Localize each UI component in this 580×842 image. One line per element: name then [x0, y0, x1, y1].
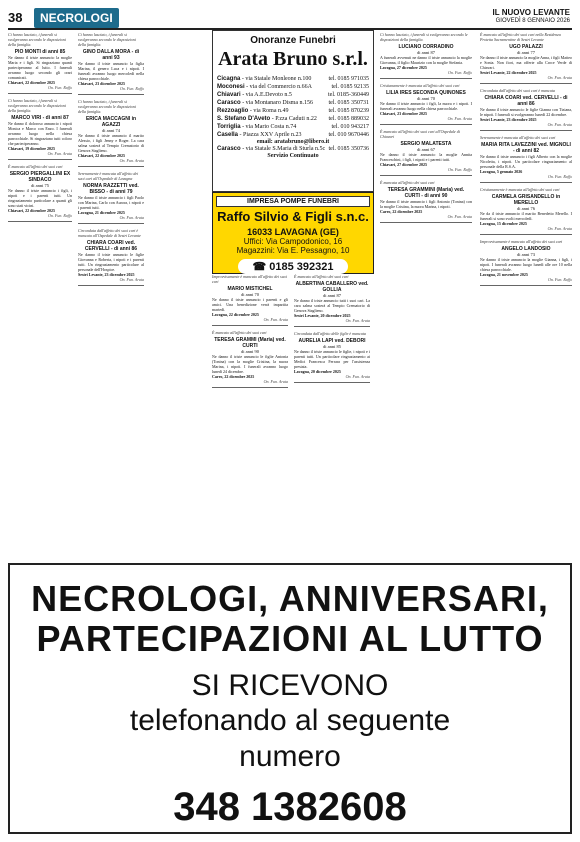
notice-body: Ne danno il triste annuncio la moglie Anna, i figli Matteo e Sonia. Non fiori, ma offerte alla Croce Verde di Chiavari.	[480, 55, 572, 70]
notice-body: Ne danno il triste annuncio la moglie Gianna, i figli, i nipoti. I funerali avranno luogo lunedì alle ore 10 nella chiesa parrocchiale.	[480, 257, 572, 272]
notice-agency: On. Fun. Arata	[263, 317, 288, 322]
necrologi-banner	[8, 563, 572, 834]
notice-age: di anni 85	[323, 344, 341, 349]
notice-agency: On. Fun. Arata	[547, 122, 572, 127]
ad-arata-city: Carasco	[217, 146, 241, 152]
column-2	[78, 32, 144, 290]
notice-intro: Ci hanno lasciato, i funerali si svolgeranno secondo le disposizioni della famiglia.	[380, 32, 468, 42]
notice-name: ANGELO LANDOSIO	[501, 246, 551, 252]
column-3	[212, 274, 288, 392]
notice-intro: Serenamente è mancata all'affetto dei suoi cari	[480, 135, 556, 140]
notice-place-date: Sestri Levante, 22 dicembre 2025	[480, 70, 537, 75]
column-1	[8, 32, 72, 226]
notice-divider	[480, 182, 572, 183]
notice-intro: È mancato all'affetto dei suoi cari all'Ospedale di Chiavari	[380, 129, 460, 139]
notice-body: Ne danno il triste annuncio tutti i suoi cari. La cara salma sosterà al Tempio Crematorio di Genova Staglieno.	[294, 298, 370, 313]
notice-name: AURELIA LAPI ved. DEBORI	[298, 338, 366, 344]
ad-arata-tel: tel. 0185 870239	[328, 108, 369, 114]
raffo-ad	[212, 192, 374, 274]
notice-place-date: Carro, 22 dicembre 2025	[380, 209, 423, 214]
ad-arata-tel: tel. 0185 350736	[328, 146, 369, 152]
notice-place-date: Chiavari, 22 dicembre 2025	[8, 80, 56, 85]
notice-agency: On. Fun. Raffo	[548, 277, 572, 282]
ad-arata-row	[213, 115, 373, 123]
notice-intro: È mancato all'affetto dei suoi cari nella Residenza Protetta Sacramentine di Sestri Levante	[480, 32, 561, 42]
notice-agency: On. Fun. Raffo	[548, 174, 572, 179]
notice-body: Ne danno il triste annuncio la moglie Annita Franceschini, i figli, i nipoti e i parenti tutti.	[380, 152, 472, 162]
ad-arata-tel: tel. 010 943217	[331, 124, 369, 130]
notice-intro: Cristianamente è mancata all'affetto dei suoi cari	[380, 83, 460, 88]
notice-body: Ne danno il triste annuncio la moglie Maria e i figli. Si ringraziano quanti parteciperanno al lutto. I funerali avranno luogo secondo gli orari comunicati.	[8, 55, 72, 80]
arata-bruno-ad	[212, 30, 374, 192]
notice-intro: Serenamente è mancata all'affetto dei suoi cari all'Ospedale di Lavagna	[78, 171, 139, 181]
notice-intro: Circondata dall'affetto delle figlie è mancata	[294, 331, 366, 336]
notice-name: CHIARA COARI ved. CERVELLI - di anni 86	[484, 95, 568, 107]
notice-place-date: Chiavari, 27 dicembre 2025	[380, 162, 428, 167]
notice-divider	[78, 285, 144, 286]
notice-age: di anni 70	[417, 96, 435, 101]
notice-intro: Circondata dall'affetto dei suoi cari è mancata	[480, 88, 555, 93]
notice-body: Ne da il triste annuncio il marito Benedetto Merello. I funerali si sono svolti mercoledì.	[480, 211, 572, 221]
notice-divider	[294, 382, 370, 383]
notice-name: LILIA IRES SECONDA QUINONES	[386, 90, 466, 96]
notice-name: ALBERTINA CABALLERO ved. GOLLIA	[295, 281, 369, 293]
notice-name: ERICA MACCAGNI in AGAZZI	[85, 116, 137, 128]
banner-phone: 348 1382608	[173, 785, 407, 829]
notice-intro: Ci hanno lasciato, i funerali si svolgeranno secondo le disposizioni della famiglia.	[8, 98, 66, 113]
notice-divider	[380, 78, 472, 79]
obituary-notice	[480, 88, 572, 131]
notice-place-date: Lavagna, 21 novembre 2025	[480, 272, 528, 277]
notice-divider	[212, 325, 288, 326]
notice-name: SERGIO PIERGALLINI EX SINDACO	[9, 171, 71, 183]
notice-place-date: Sestri Levante, 23 dicembre 2025	[480, 117, 537, 122]
ad-arata-city: Carasco	[217, 100, 241, 106]
notice-body: Ne danno il triste annuncio le figlie Gianna con Tiziana, le nipoti. I funerali si svolgeranno lunedì 22 dicembre.	[480, 107, 572, 117]
notice-agency: On. Fun. Arata	[119, 158, 144, 163]
notice-place-date: Chiavari, 23 dicembre 2025	[78, 81, 126, 86]
obituary-notice	[294, 331, 370, 383]
notice-divider	[480, 285, 572, 286]
notice-age: di anni 77	[517, 50, 535, 55]
notice-body: Ne danno il triste annuncio i figli Paolo con Marina, Carlo con Aurora, i nipoti e i parenti tutti.	[78, 195, 144, 210]
notice-place-date: Chiavari, 22 dicembre 2025	[8, 208, 56, 213]
notice-intro: Improvvisamente è mancato all'affetto dei suoi cari	[212, 274, 287, 284]
ad-arata-city: Cicagna	[217, 76, 241, 82]
ad-arata-addr: - Piazza XXV Aprile n.23	[239, 132, 302, 138]
notice-divider	[380, 175, 472, 176]
notice-body: Ne danno il triste annuncio il marito Alessio, i figli Jenny e Roger. La cara salma sosterà al Tempio Crematorio di Genova Staglieno.	[78, 133, 144, 153]
obituary-notice	[294, 274, 370, 327]
notice-divider	[212, 387, 288, 388]
notice-agency: On. Fun. Arata	[547, 75, 572, 80]
notice-intro: È mancato all'affetto dei suoi cari	[212, 330, 267, 335]
notice-age: di anni 73	[517, 252, 535, 257]
notice-age: di anni 76	[517, 206, 535, 211]
issue-date: GIOVEDÌ 8 GENNAIO 2026	[495, 18, 570, 24]
notice-age: di anni 87	[323, 293, 341, 298]
notice-name: GINO DALLA MORA - di anni 93	[82, 49, 140, 61]
notice-intro: È mancato all'affetto dei suoi cari	[8, 164, 63, 169]
notice-place-date: Lavagna, 22 dicembre 2025	[212, 312, 259, 317]
notice-body: Ne danno il triste annuncio i parenti e gli amici. Una benedizione verrà impartita martedì.	[212, 297, 288, 312]
obituary-notice	[480, 135, 572, 183]
notice-name: PIO MONTI di anni 85	[14, 49, 66, 55]
notice-age: di anni 74	[102, 128, 120, 133]
notice-body: Ne danno il triste annuncio i figli Alberto con la moglie Nicoletta, i nipoti. Un particolare ringraziamento al personale della R.S.A.	[480, 154, 572, 169]
notice-agency: On. Fun. Raffo	[120, 86, 144, 91]
notice-place-date: Lavagna, 20 dicembre 2025	[294, 369, 341, 374]
notice-agency: On. Fun. Raffo	[448, 167, 472, 172]
obituary-notice	[380, 32, 472, 79]
column-6	[480, 32, 572, 290]
notice-name: MARIA RITA LAVEZZINI ved. MIGNOLI - di anni 82	[481, 142, 571, 154]
ad-arata-city: Casella	[217, 132, 239, 138]
obituary-notice	[78, 99, 144, 167]
notice-name: CHIARA COARI ved. CERVELLI - di anni 86	[84, 240, 138, 252]
notice-agency: On. Fun. Raffo	[48, 85, 72, 90]
notice-agency: On. Fun. Arata	[345, 374, 370, 379]
ad-raffo-kicker: IMPRESA POMPE FUNEBRI	[216, 196, 370, 207]
ad-arata-addr: - via Statale Monleone n.100	[241, 76, 312, 82]
notice-name: TERESA GRAMMINI (Maria) ved. CURTI - di anni 90	[387, 187, 465, 199]
notice-place-date: Chiavari, 19 dicembre 2025	[8, 146, 56, 151]
ad-raffo-offices: Uffici: Via Campodonico, 16	[243, 237, 343, 246]
obituary-notice	[8, 164, 72, 222]
notice-body: Ne danno il triste annuncio le figlie Giovanna e Roberta, i nipoti e i parenti tutti. Un ringraziamento particolare al personale dell'Hospice.	[78, 252, 144, 272]
notice-age: di anni 87	[417, 50, 435, 55]
ad-arata-addr: - P.zza Caduti n.22	[271, 116, 317, 122]
banner-line-4: telefonando al seguente	[129, 704, 451, 737]
notice-agency: On. Fun. Raffo	[448, 70, 472, 75]
ad-arata-addr: - via Roma n.49	[249, 108, 289, 114]
notice-agency: On. Fun. Arata	[345, 318, 370, 323]
notice-place-date: Lavagna, 5 gennaio 2026	[480, 169, 523, 174]
ad-arata-tel: tel. 0185-360449	[328, 92, 369, 98]
ad-arata-row-carasco	[213, 145, 373, 153]
notice-intro: Ci hanno lasciato, i funerali si svolgeranno secondo le disposizioni della famiglia.	[8, 32, 66, 47]
ad-arata-subtitle: Onoranze Funebri	[250, 35, 336, 46]
notice-divider	[78, 166, 144, 167]
notice-intro: È mancato all'affetto dei suoi cari	[294, 274, 349, 279]
obituary-notice	[212, 330, 288, 388]
ad-arata-city: Chiavari	[217, 92, 241, 98]
notice-place-date: Lavagna, 27 dicembre 2025	[380, 65, 427, 70]
notice-divider	[78, 94, 144, 95]
ad-arata-service: Servizio Continuato	[267, 153, 319, 159]
obituary-notice	[8, 98, 72, 160]
ad-arata-tel: tel. 0185 92135	[331, 84, 369, 90]
obituary-notice	[8, 32, 72, 94]
notice-divider	[380, 124, 472, 125]
notice-agency: On. Fun. Arata	[47, 151, 72, 156]
notice-intro: Ci hanno lasciato, i funerali si svolgeranno secondo le disposizioni della famiglia.	[78, 99, 136, 114]
masthead	[493, 8, 571, 26]
notice-intro: È mancata all'affetto dei suoi cari	[380, 180, 435, 185]
section-label: NECROLOGI	[34, 8, 119, 28]
notice-name: MARCO VIRI - di anni 87	[11, 115, 69, 121]
notice-name: TERESA GRAMMI (Maria) ved. CURTI	[214, 337, 286, 349]
ad-arata-row	[213, 131, 373, 139]
ad-arata-row	[213, 107, 373, 115]
notice-name: MARIO MISTICHEL	[227, 286, 273, 292]
page-header	[8, 8, 572, 30]
obituary-notice	[380, 129, 472, 176]
obituary-notice	[380, 180, 472, 223]
ad-arata-addr: - via Statale S.Maria di Sturla n.5c	[242, 146, 326, 152]
obituary-notice	[480, 187, 572, 235]
ad-raffo-city: 16033 LAVAGNA (GE)	[247, 227, 339, 237]
notice-body: Ne danno il triste annuncio i figli, i nipoti e i parenti tutti. Un ringraziamento particolare a quanti gli sono stati vicini.	[8, 188, 72, 208]
notice-name: UGO PALAZZI	[509, 44, 543, 50]
notice-divider	[8, 93, 72, 94]
phone-icon: ☎	[252, 261, 270, 273]
notice-divider	[480, 130, 572, 131]
notice-intro: Ci hanno lasciato, i funerali si svolgeranno secondo le disposizioni della famiglia.	[78, 32, 136, 47]
notice-body: Ne danno il triste annuncio la figlia Marina, il genero Luca e i nipoti. I funerali avranno luogo mercoledì nella chiesa parrocchiale.	[78, 61, 144, 81]
notice-place-date: Sestri Levante, 20 dicembre 2025	[294, 313, 351, 318]
notice-agency: On. Fun. Arata	[447, 116, 472, 121]
banner-line-5: numero	[239, 740, 341, 773]
notice-divider	[480, 234, 572, 235]
ad-arata-addr: - via Montanaro Disma n.156	[242, 100, 314, 106]
ad-arata-city: Rezzoaglio	[217, 108, 249, 114]
notice-place-date: Lavagna, 21 dicembre 2025	[78, 210, 125, 215]
ad-arata-tel: tel. 0185 971035	[328, 76, 369, 82]
obituary-notice	[78, 171, 144, 224]
notice-place-date: Carro, 22 dicembre 2025	[212, 374, 255, 379]
notice-agency: On. Fun. Raffo	[48, 213, 72, 218]
ad-raffo-title: Raffo Silvio & Figli s.n.c.	[217, 209, 369, 224]
obituary-notice	[78, 32, 144, 95]
notice-divider	[380, 222, 472, 223]
ad-arata-tel: tel. 010 9670446	[328, 132, 369, 138]
obituary-notice	[78, 228, 144, 286]
obituary-notice	[212, 274, 288, 326]
ad-arata-city: Torriglia	[217, 124, 241, 130]
paper-name: IL NUOVO LEVANTE	[492, 8, 570, 17]
notice-intro: Circondata dall'affetto dei suoi cari è mancata all'Ospedale di Sestri Levante	[78, 228, 141, 238]
notice-body: Ne danno il doloroso annuncio i nipoti Monica e Marco con Enzo. I funerali avranno luogo nella chiesa parrocchiale. Si ringraziano tutti coloro che parteciperanno.	[8, 121, 72, 146]
obituary-notice	[480, 32, 572, 84]
notice-divider	[294, 326, 370, 327]
notice-body: Ne danno il triste annuncio le figlie Antonia (Tonina) con la moglie Cristina, la nuora Marina, i nipoti. I funerali avranno luogo lunedì 24 dicembre.	[212, 354, 288, 374]
column-5	[380, 32, 472, 227]
notice-age: di anni 70	[241, 292, 259, 297]
obituary-notice	[380, 83, 472, 125]
ad-arata-city: Moconesi	[217, 84, 245, 90]
notice-place-date: Chiavari, 22 dicembre 2025	[78, 153, 126, 158]
banner-line-3: SI RICEVONO	[191, 669, 389, 702]
notice-intro: Improvvisamente è mancato all'affetto dei suoi cari	[480, 239, 563, 244]
notice-place-date: Sestri Levante, 23 dicembre 2025	[78, 272, 135, 277]
ad-arata-city: S. Stefano D'Aveto	[217, 116, 271, 122]
notice-body: Ne danno il triste annuncio le figlie, i nipoti e i parenti tutti. Un particolare ringraziamento ai Medici Francesca Ferrara per l'assistenza prestata.	[294, 349, 370, 369]
notice-name: CARMELA GRISANDELLO in MERELLO	[491, 194, 561, 206]
notice-divider	[78, 223, 144, 224]
page-number: 38	[8, 10, 23, 25]
ad-raffo-phone-number: 0185 392321	[269, 261, 334, 273]
notice-age: di anni 90	[241, 349, 259, 354]
ad-arata-row	[213, 75, 373, 83]
ad-arata-tel: tel. 0185 350731	[328, 100, 369, 106]
ad-arata-row	[213, 99, 373, 107]
notice-name: LUCIANO CORRADINO	[398, 44, 454, 50]
notice-age: di anni 75	[31, 183, 49, 188]
notice-place-date: Lavagna, 15 dicembre 2025	[480, 221, 527, 226]
ad-arata-tel: tel. 0185 889032	[328, 116, 369, 122]
notice-agency: On. Fun. Arata	[263, 379, 288, 384]
ad-arata-addr: - via Mario Costa n.74	[242, 124, 297, 130]
banner-line-2: PARTECIPAZIONI AL LUTTO	[36, 618, 544, 659]
banner-line-1: NECROLOGI, ANNIVERSARI,	[31, 578, 549, 619]
notice-body: Ne danno il triste annuncio i figli Antonio (Tonina) con la moglie Cristina, la nuora Marina, i nipoti.	[380, 199, 472, 209]
ad-arata-row	[213, 123, 373, 131]
ad-arata-email: email: aratabruno@libero.it	[256, 139, 330, 145]
notice-agency: On. Fun. Arata	[447, 214, 472, 219]
notice-agency: On. Fun. Arata	[119, 277, 144, 282]
ad-raffo-phone	[238, 259, 348, 274]
notice-intro: Cristianamente è mancata all'affetto dei suoi cari	[480, 187, 560, 192]
notice-divider	[8, 159, 72, 160]
notice-body: A funerali avvenuti ne danno il triste annuncio la moglie Giovanna, il figlio Maurizio con la moglie Stefania.	[380, 55, 472, 65]
ad-arata-title: Arata Bruno s.r.l.	[218, 48, 368, 70]
notice-place-date: Chiavari, 23 dicembre 2025	[380, 111, 428, 116]
ad-arata-row	[213, 83, 373, 91]
notice-name: NORMA RAZZETTI ved. BISSO - di anni 79	[83, 183, 139, 195]
notice-agency: On. Fun. Arata	[547, 226, 572, 231]
notice-divider	[8, 221, 72, 222]
ad-raffo-warehouse: Magazzini: Via E. Pessagno, 10	[236, 246, 350, 255]
notice-body: Ne danno il triste annuncio i figli, la nuora e i nipoti. I funerali avranno luogo nella chiesa parrocchiale.	[380, 101, 472, 111]
notice-name: SERGIO MALATESTA	[400, 141, 452, 147]
notice-agency: On. Fun. Arata	[119, 215, 144, 220]
ad-arata-addr: - via A.E.Devoto n.5	[242, 92, 292, 98]
ad-arata-addr: - via del Commercio n.66A	[246, 84, 312, 90]
obituary-notice	[480, 239, 572, 286]
notice-age: di anni 67	[417, 147, 435, 152]
ad-arata-row	[213, 91, 373, 99]
notice-divider	[480, 83, 572, 84]
column-4	[294, 274, 370, 387]
